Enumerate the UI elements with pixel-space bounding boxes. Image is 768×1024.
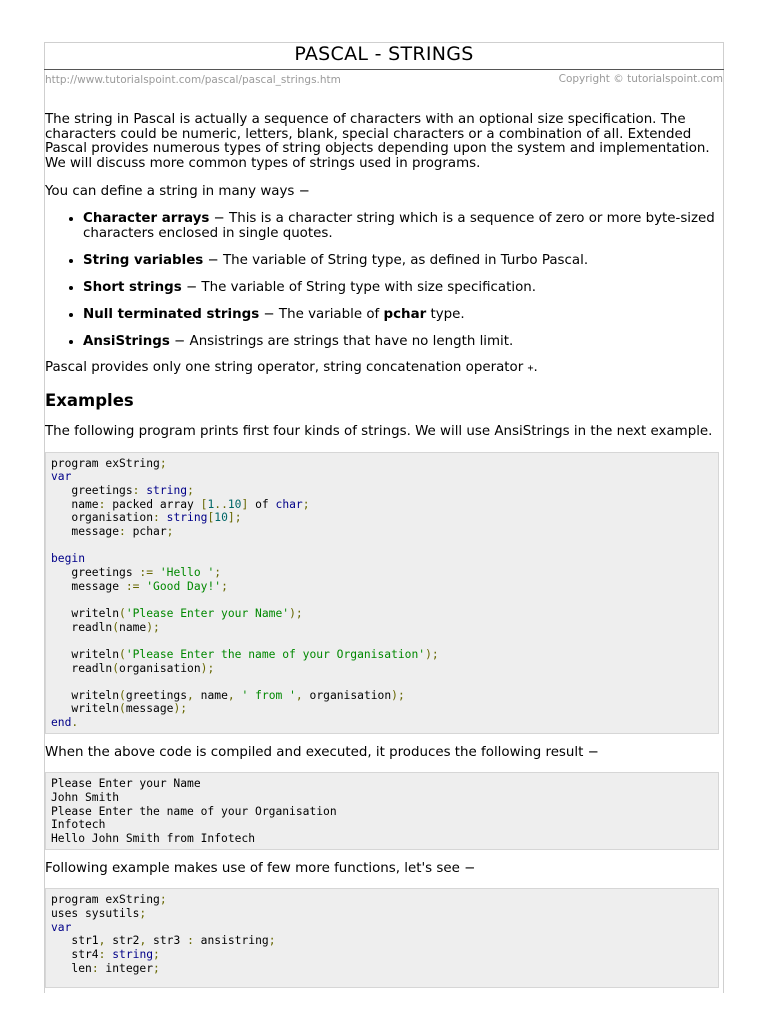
list-item-term: Character arrays (83, 210, 210, 226)
code-token: 'Please Enter your Name' (125, 606, 290, 620)
code-token: , (139, 934, 147, 948)
code-token: ]; (227, 511, 242, 525)
code-token: : (153, 511, 160, 525)
code-line (51, 552, 718, 566)
list-item-text: − This is a character string which is a sequence of zero or more byte-sized characters enclosed in single quotes. (83, 210, 715, 241)
code-token: greetings (51, 565, 140, 579)
code-line (51, 580, 718, 594)
code-line (51, 893, 718, 907)
code-token: ( (119, 702, 126, 716)
list-item (83, 308, 725, 323)
code-token: string (112, 947, 154, 961)
output-block: Please Enter your Name John Smith Please Enter the name of your Organisation Infotech Hello John Smith from Infotech (45, 772, 719, 849)
code-token: greetings (125, 688, 188, 702)
code-token: message (51, 579, 126, 593)
code-token: 1 (207, 497, 215, 511)
code-token: ; (268, 934, 276, 948)
code-token: ; (221, 579, 228, 593)
operator-tail: . (533, 360, 538, 376)
code-token: 'Please Enter the name of your Organisation' (125, 647, 426, 661)
list-item-text: − Ansistrings are strings that have no length limit. (169, 333, 514, 349)
code-line (51, 511, 718, 525)
code-line (51, 566, 718, 580)
code-token: .. (214, 497, 228, 511)
code-token: name (119, 620, 147, 634)
examples-intro: The following program prints first four kinds of strings. We will use AnsiStrings in the next example. (45, 424, 713, 440)
code-line (51, 634, 718, 648)
code-token: ); (425, 647, 439, 661)
code-token: ; (153, 947, 160, 961)
source-url[interactable]: http://www.tutorialspoint.com/pascal/pascal_strings.htm (45, 74, 341, 86)
code-block-2 (45, 888, 719, 988)
code-token: : (132, 483, 140, 497)
code-line (51, 539, 718, 553)
code-token: message (125, 702, 174, 716)
code-line (51, 621, 718, 635)
list-item-keyword: pchar (383, 306, 427, 322)
code-token: writeln (51, 688, 120, 702)
code-line (51, 921, 718, 935)
code-token: ); (200, 661, 215, 675)
code-token: . (71, 716, 79, 730)
code-line (51, 689, 718, 703)
code-line (51, 907, 718, 921)
code-token: ' from ' (241, 688, 296, 702)
code-token: ; (153, 961, 160, 975)
second-example-paragraph: Following example makes use of few more functions, let's see − (45, 860, 476, 876)
code-token: : (98, 947, 106, 961)
operator-code: + (527, 363, 534, 375)
code-token: program exString (51, 893, 160, 907)
code-token: ; (159, 456, 167, 470)
code-token: , (295, 688, 303, 702)
code-token: str2 (105, 934, 140, 948)
code-token: , (98, 934, 106, 948)
code-token: begin (51, 552, 86, 566)
code-line (51, 457, 718, 471)
list-item (83, 212, 725, 241)
code-token: string (146, 483, 188, 497)
code-token: organisation (51, 511, 154, 525)
list-item-term: AnsiStrings (83, 333, 170, 349)
code-token: greetings (51, 483, 133, 497)
code-token: readln (51, 661, 113, 675)
code-token: ] (241, 497, 249, 511)
code-line (51, 498, 718, 512)
code-line (51, 648, 718, 662)
code-line (51, 934, 718, 948)
operator-text: Pascal provides only one string operator, string concatenation operator (45, 360, 528, 376)
code-token: pchar (125, 524, 167, 538)
list-item-text: − The variable of (259, 306, 384, 322)
examples-heading: Examples (45, 391, 134, 411)
list-item-term: String variables (83, 252, 204, 268)
code-token: var (51, 920, 72, 934)
intro-paragraph: The string in Pascal is actually a sequence of characters with an optional size specification. The characters could be numeric, letters, blank, special characters or a combination of all. Extended Pascal provides numerous types of string objects depending upon the system and implementation. We will discuss more common types of strings used in programs. (45, 112, 710, 171)
code-line (51, 484, 718, 498)
code-token: ( (112, 620, 120, 634)
code-token: : (187, 934, 194, 948)
list-item (83, 281, 725, 296)
code-token: ; (166, 524, 174, 538)
code-token: program exString (51, 456, 160, 470)
code-token: ( (119, 606, 126, 620)
code-line (51, 716, 718, 730)
code-line (51, 607, 718, 621)
code-token: name (51, 497, 99, 511)
code-token: := (125, 579, 140, 593)
code-token: uses sysutils (51, 906, 140, 920)
code-token: ); (146, 620, 160, 634)
code-token: 10 (227, 497, 242, 511)
code-token: name (193, 688, 228, 702)
code-token: : (119, 524, 126, 538)
list-item-term: Short strings (83, 279, 182, 295)
code-token: ( (119, 647, 126, 661)
code-token: 'Hello ' (159, 565, 215, 579)
list-item-text: − The variable of String type with size specification. (181, 279, 537, 295)
list-item (83, 254, 725, 269)
code-token: [ (207, 511, 215, 525)
list-item (83, 335, 725, 350)
code-token: of (248, 497, 276, 511)
code-block-1 (45, 452, 719, 734)
copyright-notice: Copyright © tutorialspoint.com (558, 73, 723, 85)
operator-paragraph (45, 361, 725, 377)
code-token: ; (139, 906, 147, 920)
code-token: integer (98, 961, 154, 975)
code-token: message (51, 524, 120, 538)
code-token: ); (173, 702, 188, 716)
code-token: str3 (146, 934, 188, 948)
code-token: ; (214, 565, 222, 579)
list-item-text: − The variable of String type, as defined in Turbo Pascal. (203, 252, 589, 268)
code-token: 10 (214, 511, 228, 525)
code-token: ); (391, 688, 405, 702)
code-token: organisation (302, 688, 392, 702)
code-token: [ (200, 497, 208, 511)
code-token: ; (159, 893, 167, 907)
code-token: ; (187, 483, 194, 497)
code-token: ; (302, 497, 310, 511)
code-token: 'Good Day!' (146, 579, 222, 593)
code-line (51, 470, 718, 484)
code-line (51, 948, 718, 962)
code-token (235, 689, 242, 702)
code-token: len (51, 961, 92, 975)
code-token: ( (119, 688, 126, 702)
code-token: char (275, 497, 303, 511)
code-token (160, 511, 167, 524)
code-token: , (227, 688, 235, 702)
code-token: : (98, 497, 106, 511)
code-line (51, 702, 718, 716)
code-token (153, 566, 160, 579)
result-paragraph: When the above code is compiled and executed, it produces the following result − (45, 744, 599, 760)
code-token: end (51, 716, 72, 730)
code-token: writeln (51, 606, 120, 620)
define-paragraph: You can define a string in many ways − (45, 184, 310, 200)
code-line (51, 662, 718, 676)
code-line (51, 593, 718, 607)
code-token: string (166, 511, 208, 525)
list-item-term: Null terminated strings (83, 306, 260, 322)
code-line (51, 525, 718, 539)
article-body (45, 113, 725, 1000)
title-divider (44, 69, 724, 70)
code-token: organisation (119, 661, 201, 675)
code-token: writeln (51, 647, 120, 661)
code-token: writeln (51, 702, 120, 716)
code-token: str1 (51, 934, 99, 948)
code-token: ); (289, 606, 303, 620)
code-line (51, 962, 718, 976)
list-item-tail: type. (426, 306, 465, 322)
code-token: var (51, 470, 72, 484)
page-title: PASCAL - STRINGS (294, 43, 474, 65)
code-token: : (91, 961, 99, 975)
code-token: str4 (51, 947, 99, 961)
code-line (51, 675, 718, 689)
code-token: ansistring (193, 934, 269, 948)
code-token: := (139, 565, 154, 579)
code-token: ( (112, 661, 120, 675)
code-token: readln (51, 620, 113, 634)
code-token: , (187, 688, 194, 702)
code-token: packed array (105, 497, 201, 511)
string-types-list (45, 212, 725, 349)
